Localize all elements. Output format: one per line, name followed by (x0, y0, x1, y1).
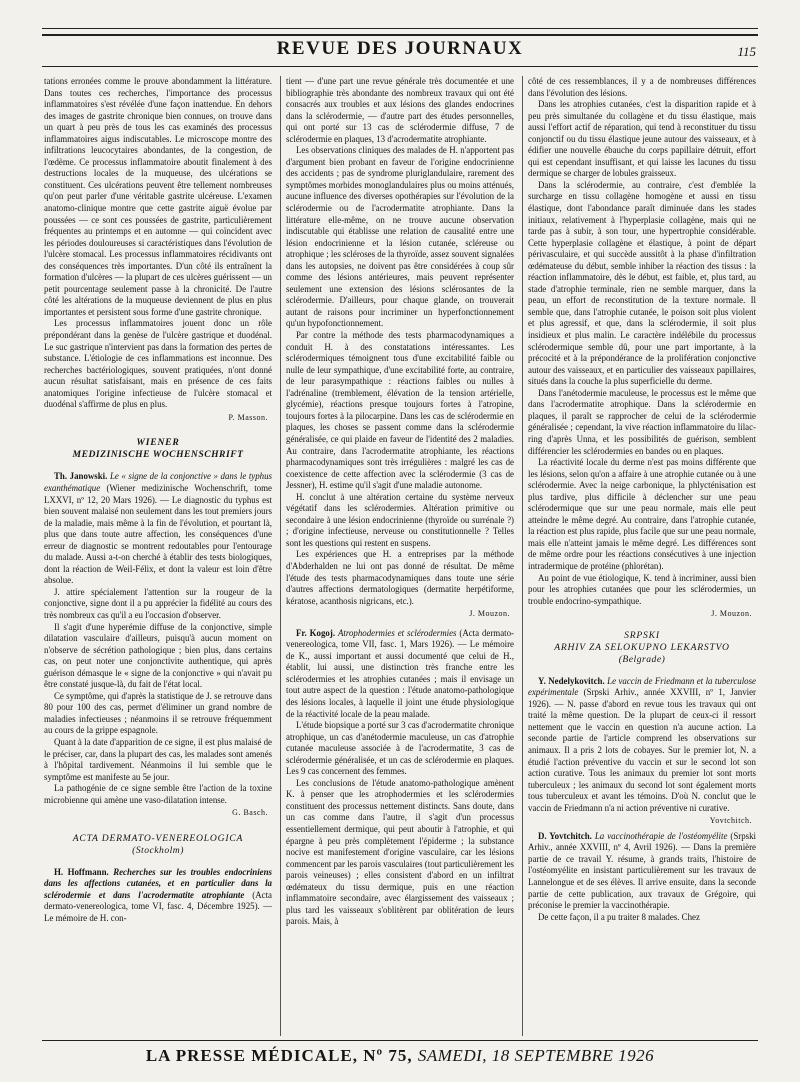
journal-heading: WIENER (136, 437, 180, 449)
column-separator (280, 76, 281, 1036)
paragraph: Dans l'anétodermie maculeuse, le processus est le même que dans l'acrodermatite atrophique. Dans la sclérodermie en plaques, il paraît se rapprocher de celui de la sclérodermie généralisée ; cependant, la vive réaction inflammatoire du lilac-ring d'après Unna, et les possibilités de guérison, semblent différencier les sclérodermies en bandes ou en plaques. (528, 387, 756, 456)
review-entry (286, 628, 514, 928)
footer-journal: LA PRESSE MÉDICALE, (145, 1046, 358, 1065)
paragraph: Par contre la méthode des tests pharmacodynamiques a conduit H. à des constatations intéressantes. Les sclérodermiques témoignent tous d'une excitabilité faible ou nulle de leur sympathique, d'une excitabilité forte, au contraire, de leur parasympathique : réactions faibles ou nulles à l'adrénaline (tremblement, élévation de la tension artérielle, glycémie), réactions presque toujours fortes à l'atropine, toujours fortes à la pilocarpine. Dans les cas de sclérodermie en plaques, les choses se passent comme dans la sclérodermie généralisée, ce qui plaide en faveur de l'identité des 2 maladies. Au contraire, dans l'acrodermatite atrophiante, les réactions pharmacodynamiques sont très irrégulières : malgré les cas de coexistence de cette affection avec la sclérodermie (3 cas de Jessner), H. estime qu'il s'agit d'une maladie autonome. (286, 330, 514, 491)
review-entry (44, 471, 272, 818)
entry-reference: (Wiener medizinische Wochenschrift, tome LXXVI, nº 12, 20 Mars 1926). — Le diagnostic du typhus est bien souvent malaisé non seulement dans les tout premiers jours de la maladie, mais même à la fin de l'évolution, et pourtant là, plus que dans toute autre affection, les conséquences d'une erreur de diagnostic se montrent redoutables pour l'entourage du malade. Aussi a-t-on cherché à établir des tests biologiques, dont la réaction de Weil-Félix, et dont la valeur est loin d'être absolue. (44, 482, 272, 586)
top-rule (42, 28, 758, 29)
entry-author: H. Hoffmann. (54, 866, 109, 877)
signature: J. Mouzon. (711, 609, 752, 619)
signature: G. Basch. (232, 808, 268, 818)
journal-city: (Belgrade) (618, 653, 666, 665)
paragraph: Dans la sclérodermie, au contraire, c'est d'emblée la surcharge en tissu collagène homogène et aussi en tissu élastique, dont l'abondance paraît diminuée dans les stades initiaux, relativement à l'hyperplasie collagène, mais qui ne tarde pas à subir, à son tour, une hypertrophie considérable. Cette hyperplasie collagène et élastique, à point de départ périvasculaire, et qui succède aussitôt à la phase d'infiltration œdémateuse du début, semble inhiber la réaction des tissus : la réaction inflammatoire, dès le début, est faible, et, plus tard, au stade d'atrophie terminale, rien ne semble marquer, dans la peau, un effort de reconstitution de la texture normale. Il semble que, dans l'atrophie cutanée, le poison soit plus violent et plus agressif, et que, dans la sclérodermie, il soit plus insidieux et plus malin. Le caractère indélébile du processus sclérodermique semble dû, pour une part importante, à la précocité et à la prépondérance de la prolifération conjonctive autour des vaisseaux, et en particulier des vaisseaux papillaires, situés dans la couche la plus superficielle du derme. (528, 179, 756, 387)
column-separator (522, 76, 523, 1036)
entry-paragraph (286, 628, 514, 720)
paragraph: Les processus inflammatoires jouent donc un rôle prépondérant dans la genèse de l'ulcère gastrique et duodénal. Le suc gastrique n'intervient pas dans la formation des pertes de substance. L'étiologie de ces inflammations est inconnue. Des recherches bactériologiques, souvent pratiquées, n'ont donné aucun résultat satisfaisant, mais en présence de ces faits anatomiques l'origine infectieuse de l'ulcère stomacal et duodénal s'affirme de plus en plus. (44, 318, 272, 410)
review-entry (44, 867, 272, 925)
review-entry (528, 831, 756, 923)
entry-reference: (Srpski Arhiv., année XXVIII, nº 1, Janvier 1926). — N. passe d'abord en revue tous les travaux qui ont traité la même question. De la plupart de ceux-ci il ressort nettement que le vaccin en question n'a aucune action. La seconde partie de l'article comprend les observations sur animaux. Il a pris 2 lots de cobayes. Sur le premier lot, N. a étudié l'action préventive du vaccin et sur le second lot son action curative. Tous les animaux du premier lot sont morts tuberculeux ; les animaux du second lot sont également morts tous tuberculeux et avant les témoins. D'où N. conclut que le vaccin de Friedmann n'a ni action préventive ni curative. (528, 687, 756, 813)
entry-title: Le « signe de la conjonctive » dans le typhus exanthématique (44, 471, 272, 493)
journal-heading: SRPSKI (624, 629, 660, 641)
entry-author: D. Yovtchitch. (538, 830, 592, 841)
paragraph: La réactivité locale du derme n'est pas moins différente que les lésions, selon qu'on a affaire à une atrophie cutanée ou à une sclérodermie. Avec la neige carbonique, la phlycténisation est plus tardive, plus difficile à déclencher sur une peau sclérodermique que sur une peau normale, mais elle peut atteindre le même degré. Au contraire, dans l'atrophie cutanée, la réaction est plus rapide, plus facile que sur une peau normale, mais elle n'atteint jamais le même degré. Les différences sont de même ordre pour les réactions consécutives à une injection intradermique de protéine (phlorétan). (528, 457, 756, 571)
paragraph: Les conclusions de l'étude anatomo-pathologique amènent K. à penser que les atrophodermies et les sclérodermies constituent des processus nettement distincts. Sans doute, dans un cas comme dans l'autre, il s'agit d'un processus essentiellement dermique, qui peut aboutir à l'atrophie, et qui épargne à peu près complètement l'épiderme ; la substance nocive est manifestement d'origine vasculaire, car les lésions commencent par les parois vasculaires (tout particulièrement les parois veineuses) ; elles consistent d'abord en un infiltrat œdémateux du tissu dermique, puis en une réaction inflammatoire secondaire, avec élargissement des vaisseaux ; plus tard les vaisseaux s'oblitèrent par oblitération de leurs parois. Mais, à (286, 777, 514, 927)
journal-heading: ACTA DERMATO-VENEREOLOGICA (72, 832, 244, 844)
entry-paragraph (44, 471, 272, 586)
journal-heading-line2: ARHIV ZA SELOKUPNO LEKARSTVO (554, 641, 730, 653)
paragraph: Au point de vue étiologique, K. tend à incriminer, aussi bien pour les atrophies cutanées que pour les sclérodermies, un trouble endocrino-sympathique. (528, 572, 756, 606)
entry-reference: (Srpski Arhiv., année XXVIII, nº 4, Avril 1926). — Dans la première partie de ce travail Y. résume, à grands traits, l'histoire de l'ostéomyélite en insistant particulièrement sur les travaux de Lannelongue et de ses élèves. Il arrive ensuite, dans la seconde partie de cette publication, aux travaux de Grégoire, qui préconise le premier la vaccinothérapie. (528, 830, 756, 911)
entry-paragraph (528, 831, 756, 912)
footer-date: SAMEDI, 18 SEPTEMBRE 1926 (417, 1046, 655, 1065)
text-columns (44, 76, 756, 1036)
paragraph: J. attire spécialement l'attention sur la rougeur de la conjonctive, signe dont il a pu apprécier la fidélité au cours des très nombreux cas qu'il a eu l'occasion d'observer. (44, 586, 272, 620)
entry-author: Th. Janowski. (54, 471, 108, 482)
paragraph: Dans les atrophies cutanées, c'est la disparition rapide et à peu près simultanée du collagène et du tissu élastique, mais aussi l'effort actif de réparation, qui tend à reconstituer du tissu conjonctif ou du tissu élastique jeune autour des vaisseaux, et à édifier une nouvelle ébauche du corps papillaire détruit, effort qui est cependant insuffisant, et qui laisse les lacunes du tissu dermique se charger de lobules graisseux. (528, 99, 756, 179)
paragraph: La pathogénie de ce signe semble être l'action de la toxine microbienne qui amène une vaso-dilatation intense. (44, 783, 272, 805)
entry-title: Atrophodermies et sclérodermies (337, 627, 457, 638)
column-3 (528, 76, 756, 1036)
entry-title: Recherches sur les troubles endocriniens dans les affections cutanées, et en particulier dans la sclérodermie et dans l'acrodermatite atrophiante (44, 866, 272, 900)
paragraph: côté de ces ressemblances, il y a de nombreuses différences dans l'évolution des lésions. (528, 76, 756, 98)
paragraph: Quant à la date d'apparition de ce signe, il est plus malaisé de le préciser, car, dans la plupart des cas, les malades sont amenés à l'hôpital tardivement. Néanmoins il lui semble que le symptôme est manifeste au 5e jour. (44, 736, 272, 782)
journal-city: (Stockholm) (132, 844, 184, 856)
paragraph: Les expériences que H. a entreprises par la méthode d'Abderhalden ne lui ont pas donné de résultat. De même l'étude des tests pharmacodynamiques dans toute une série d'autres affections dermatologiques (dermatite herpétiforme, kératose, acanthosis nigricans, etc.). (286, 549, 514, 606)
footer-issue: Nº 75, (363, 1046, 413, 1065)
paragraph: De cette façon, il a pu traiter 8 malades. Chez (538, 911, 700, 922)
entry-reference: (Acta dermato-venereologica, tome VII, fasc. 1, Mars 1926). — Le mémoire de K., aussi important et aussi documenté que celui de H., établit, lui aussi, une distinction très franche entre les sclérodermies et les atrophies cutanées ; mais il envisage un tout autre aspect de la question : l'étude anatomo-pathologique des lésions locales, à laquelle il joint une étude physiologique de la réactivité locale de la peau malade. (286, 627, 514, 719)
entry-paragraph (528, 676, 756, 815)
entry-paragraph (44, 867, 272, 925)
entry-title: Le vaccin de Friedmann et la tuberculose expérimentale (528, 675, 756, 698)
signature: P. Masson. (228, 412, 268, 422)
header-rule (42, 66, 758, 67)
journal-heading-line2: MEDIZINISCHE WOCHENSCHRIFT (72, 449, 244, 461)
column-1 (44, 76, 272, 1036)
paragraph: L'étude biopsique a porté sur 3 cas d'acrodermatite chronique atrophique, un cas d'anétodermie maculeuse, un cas d'atrophie cutanée maculeuse associée à de l'acrodermatite, 3 cas de sclérodermie généralisée, et un cas de sclérodermie en plaques. Les 9 cas concernent des femmes. (286, 720, 514, 777)
column-2 (286, 76, 514, 1036)
footer-rule (42, 1040, 758, 1041)
running-footer (42, 1046, 758, 1066)
entry-author: Y. Nedelykovitch. (538, 675, 605, 686)
paragraph: tient — d'une part une revue générale très documentée et une bibliographie très abondante des nombreux travaux qui ont été consacrés aux troubles et aux lésions des glandes endocrines dans la sclérodermie, — d'autre part des études personnelles, qui ont porté sur 13 cas de sclérodermie diffuse, 7 de sclérodermie en plaques, 13 d'acrodermatite atrophiante. (286, 76, 514, 144)
entry-title: La vaccinothérapie de l'ostéomyélite (594, 830, 728, 841)
signature: J. Mouzon. (469, 609, 510, 619)
paragraph: H. conclut à une altération certaine du système nerveux végétatif dans les sclérodermies. Altération primitive ou secondaire à une lésion endocrinienne (thyroïde ou surrénale ?) ; d'origine infectieuse, nerveuse ou constitutionnelle ? Telles sont les questions qui restent en suspens. (286, 491, 514, 548)
header-title: REVUE DES JOURNAUX (276, 38, 524, 59)
paragraph: tations erronées comme le prouve abondamment la littérature. Dans toutes ces recherches, l'importance des processus inflammatoires s'est révélée d'une façon inattendue. En dehors des images de gastrite chronique bien connues, on trouve dans un quart à peu près de tous les cas examinés des processus inflammatoires aigus indiscutables. Le microscope montre des infiltrations leucocytaires abondantes, de la congestion, de l'œdème. Ce processus inflammatoire aboutit finalement à des destructions locales de la muqueuse, des ulcérations se constituent. Ces ulcérations peuvent être tellement nombreuses qu'on peut parler d'une véritable gastrite ulcéreuse. L'examen anatomo-clinique montre que cette gastrite aiguë évolue par poussées — ce sont ces poussées de gastrite, particulièrement fréquentes au printemps et en automne — qui coïncident avec les périodes douloureuses si caractéristiques dans l'évolution de l'ulcère stomacal. Les processus inflammatoires récidivants ont des conséquences très importantes. D'un côté ils entraînent la formation d'ulcères — la plupart de ces ulcères guérissent — un petit pourcentage seulement passe à la chronicité. De l'autre côté les altérations de la muqueuse deviennent de plus en plus importantes et persistent sous forme d'une gastrite chronique. (44, 76, 272, 317)
paragraph: Les observations cliniques des malades de H. n'apportent pas d'argument bien probant en faveur de l'origine endocrinienne des accidents ; pas de syndrome pluriglandulaire, rarement des symptômes morbides monoglandulaires plus ou moins atténués, aucune influence des diverses opothérapies sur l'évolution de la sclérodermie ou de l'acrodermatite atrophiante. Dans la littérature elle-même, on ne trouve aucune observation indiscutable qui établisse une relation de causalité entre une lésion endocrinienne et la lésion cutanée, scléreuse ou atrophique ; les scléroses de la thyroïde, assez souvent signalées dans les autopsies, ne doivent pas être considérées à coup sûr comme des lésions antérieures, mais peuvent représenter seulement une extension des lésions sclérosantes de la sclérodermie. D'ailleurs, pour chaque glande, on trouverait autant de raisons pour incriminer un hyperfonctionnement qu'un hypofonctionnement. (286, 145, 514, 329)
paragraph: Il s'agit d'une hyperémie diffuse de la conjonctive, simple dilatation vasculaire d'ailleurs, puisqu'à aucun moment on n'observe de sécrétion pathologique ; bien plus, dans certains cas, on peut noter une conjonctivite authentique, qui après guérison démasque le « signe de la conjonctive » qui n'avait pu être constaté jusque-là, du fait de l'état local. (44, 621, 272, 690)
entry-reference: (Acta dermato-venereologica, tome VI, fasc. 4, Décembre 1925). — Le mémoire de H. con- (44, 889, 272, 923)
signature: Yovtchitch. (709, 816, 752, 826)
review-entry (528, 676, 756, 827)
entry-author: Fr. Kogoj. (296, 627, 336, 638)
top-rule-thick (42, 34, 758, 36)
paragraph: Ce symptôme, qui d'après la statistique de J. se retrouve dans 80 pour 100 des cas, permet d'éliminer un grand nombre de maladies infectieuses ; néanmoins il se retrouve fréquemment au cours de la grippe espagnole. (44, 690, 272, 736)
page-number: 115 (737, 44, 756, 59)
running-header (42, 38, 758, 64)
